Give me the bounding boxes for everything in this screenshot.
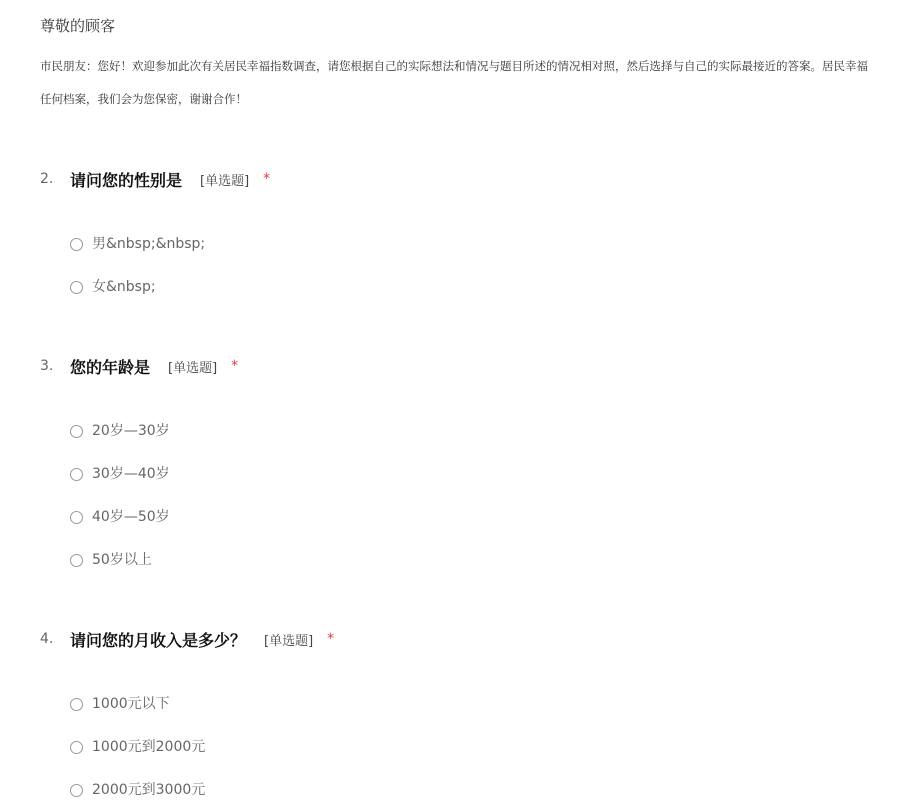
option-income-below-1000[interactable] bbox=[70, 696, 860, 739]
question-number: 2. bbox=[40, 171, 54, 187]
question-gender bbox=[40, 166, 860, 322]
question-type-tag: [单选题] bbox=[200, 173, 250, 189]
question-header bbox=[40, 353, 860, 379]
radio-button[interactable] bbox=[70, 698, 83, 711]
option-age-20-30[interactable] bbox=[70, 423, 860, 466]
radio-button[interactable] bbox=[70, 425, 83, 438]
option-income-2000-3000[interactable] bbox=[70, 782, 860, 800]
option-label: 2000元到3000元 bbox=[92, 782, 206, 798]
option-age-40-50[interactable] bbox=[70, 509, 860, 552]
intro-line-2: 任何档案，我们会为您保密，谢谢合作！ bbox=[40, 92, 247, 106]
question-title: 您的年龄是 bbox=[70, 357, 151, 377]
option-label: 50岁以上 bbox=[92, 552, 152, 568]
option-income-1000-2000[interactable] bbox=[70, 739, 860, 782]
radio-button[interactable] bbox=[70, 468, 83, 481]
option-label: 1000元到2000元 bbox=[92, 739, 206, 755]
survey-intro bbox=[40, 55, 900, 110]
option-list bbox=[70, 423, 860, 595]
radio-button[interactable] bbox=[70, 511, 83, 524]
question-age bbox=[40, 353, 860, 595]
question-number: 4. bbox=[40, 631, 54, 647]
question-income bbox=[40, 626, 860, 800]
greeting-heading: 尊敬的顾客 bbox=[40, 17, 116, 35]
radio-button[interactable] bbox=[70, 784, 83, 797]
option-list bbox=[70, 696, 860, 800]
question-header bbox=[40, 166, 860, 192]
question-type-tag: [单选题] bbox=[264, 633, 314, 649]
option-label: 20岁—30岁 bbox=[92, 423, 170, 439]
question-type-tag: [单选题] bbox=[168, 360, 218, 376]
option-label: 1000元以下 bbox=[92, 696, 170, 712]
question-title: 请问您的月收入是多少？ bbox=[70, 630, 247, 650]
radio-button[interactable] bbox=[70, 238, 83, 251]
required-marker: * bbox=[231, 358, 239, 374]
intro-line-1: 市民朋友：您好！欢迎参加此次有关居民幸福指数调查，请您根据自己的实际想法和情况与题目所述的情况相对照，然后选择与自己的实际最接近的答案。居民幸福 bbox=[40, 59, 868, 73]
option-label: 男&nbsp;&nbsp; bbox=[92, 236, 206, 252]
question-title: 请问您的性别是 bbox=[70, 170, 183, 190]
radio-button[interactable] bbox=[70, 741, 83, 754]
option-female[interactable] bbox=[70, 279, 860, 322]
option-label: 40岁—50岁 bbox=[92, 509, 170, 525]
radio-button[interactable] bbox=[70, 281, 83, 294]
required-marker: * bbox=[263, 171, 271, 187]
question-header bbox=[40, 626, 860, 652]
required-marker: * bbox=[327, 631, 335, 647]
option-male[interactable] bbox=[70, 236, 860, 279]
option-list bbox=[70, 236, 860, 322]
option-label: 女&nbsp; bbox=[92, 279, 156, 295]
option-label: 30岁—40岁 bbox=[92, 466, 170, 482]
option-age-30-40[interactable] bbox=[70, 466, 860, 509]
option-age-50-plus[interactable] bbox=[70, 552, 860, 595]
radio-button[interactable] bbox=[70, 554, 83, 567]
question-number: 3. bbox=[40, 358, 54, 374]
